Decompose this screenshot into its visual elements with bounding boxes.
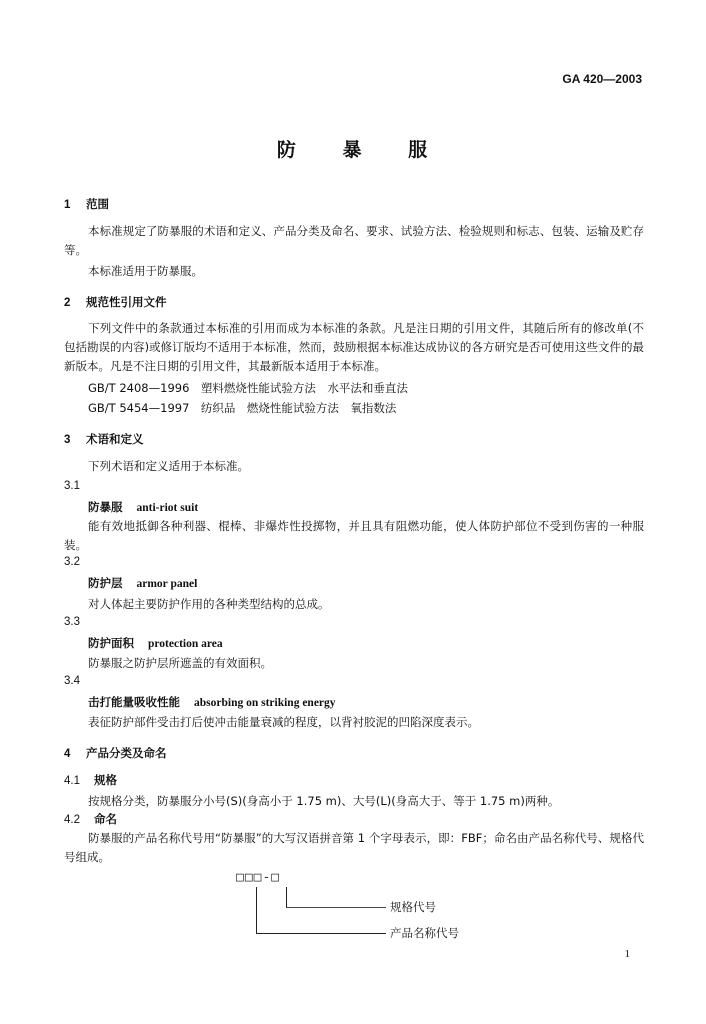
section-title: 产品分类及命名 [86,746,167,760]
subsection-number: 4.2 [64,814,80,826]
reference-item: GB/T 2408—1996 塑料燃烧性能试验方法 水平法和垂直法 [88,381,408,395]
section-1-heading [64,196,109,212]
term-heading [88,694,336,710]
section-4-heading [64,745,167,761]
term-heading [88,575,197,591]
diagram-leader-name [256,933,386,934]
diagram-leader-spec [286,907,386,908]
term-number: 3.2 [64,556,80,568]
section-3-heading [64,431,144,447]
section-title: 规范性引用文件 [86,295,167,309]
subsection-4-2-paragraph: 防暴服的产品名称代号用“防暴服”的大写汉语拼音第 1 个字母表示，即：FBF；命名由产品名称代号、规格代号组成。 [64,831,644,864]
subsection-title: 规格 [94,773,117,787]
term-en: armor panel [136,578,198,590]
term-cn: 防暴服 [88,500,123,514]
term-en: protection area [148,638,223,650]
naming-code-boxes: □□□-□ [236,870,281,885]
page-number: 1 [624,948,630,960]
diagram-connector-spec [286,887,287,907]
diagram-connector-name [256,887,257,933]
subsection-4-1-heading [64,772,117,788]
term-heading [88,499,198,515]
term-cn: 防护层 [88,576,123,590]
subsection-4-1-paragraph: 按规格分类，防暴服分小号(S)(身高小于 1.75 m)、大号(L)(身高大于、等于 1.75 m)两种。 [88,794,560,808]
reference-item: GB/T 5454—1997 纺织品 燃烧性能试验方法 氧指数法 [88,401,397,415]
term-cn: 击打能量吸收性能 [88,695,180,709]
standard-code: GA 420—2003 [562,72,642,86]
section-2-heading [64,294,167,310]
term-number: 3.4 [64,675,80,687]
section-2-paragraph: 下列文件中的条款通过本标准的引用而成为本标准的条款。凡是注日期的引用文件，其随后所有的修改单(不包括勘误的内容)或修订版均不适用于本标准，然而，鼓励根据本标准达成协议的各方研究是否可使用这些文件的最新版本。凡是不注日期的引用文件，其最新版本适用于本标准。 [64,321,644,373]
section-number: 2 [64,297,71,309]
term-cn: 防护面积 [88,636,134,650]
term-definition: 能有效地抵御各种利器、棍棒、非爆炸性投掷物，并且具有阻燃功能，使人体防护部位不受到伤害的一种服装。 [64,519,644,552]
document-title: 防 暴 服 [276,139,448,161]
subsection-4-2-heading [64,811,117,827]
diagram-label-name: 产品名称代号 [390,926,459,940]
section-1-paragraph-2: 本标准适用于防暴服。 [88,264,203,278]
section-number: 3 [64,434,71,446]
section-number: 4 [64,748,71,760]
term-number: 3.3 [64,616,80,628]
term-heading [88,635,223,651]
section-number: 1 [64,199,71,211]
term-definition: 防暴服之防护层所遮盖的有效面积。 [88,656,272,670]
term-definition: 表征防护部件受击打后使冲击能量衰减的程度，以背衬胶泥的凹陷深度表示。 [88,715,479,729]
diagram-label-spec: 规格代号 [390,900,436,914]
subsection-title: 命名 [94,812,117,826]
section-3-intro: 下列术语和定义适用于本标准。 [88,459,249,473]
term-definition: 对人体起主要防护作用的各种类型结构的总成。 [88,597,330,611]
term-en: absorbing on striking energy [194,697,336,709]
section-title: 范围 [86,197,109,211]
term-en: anti-riot suit [136,502,199,514]
subsection-number: 4.1 [64,775,80,787]
term-number: 3.1 [64,480,80,492]
section-title: 术语和定义 [86,432,144,446]
section-1-paragraph-1: 本标准规定了防暴服的术语和定义、产品分类及命名、要求、试验方法、检验规则和标志、包装、运输及贮存等。 [64,224,644,257]
